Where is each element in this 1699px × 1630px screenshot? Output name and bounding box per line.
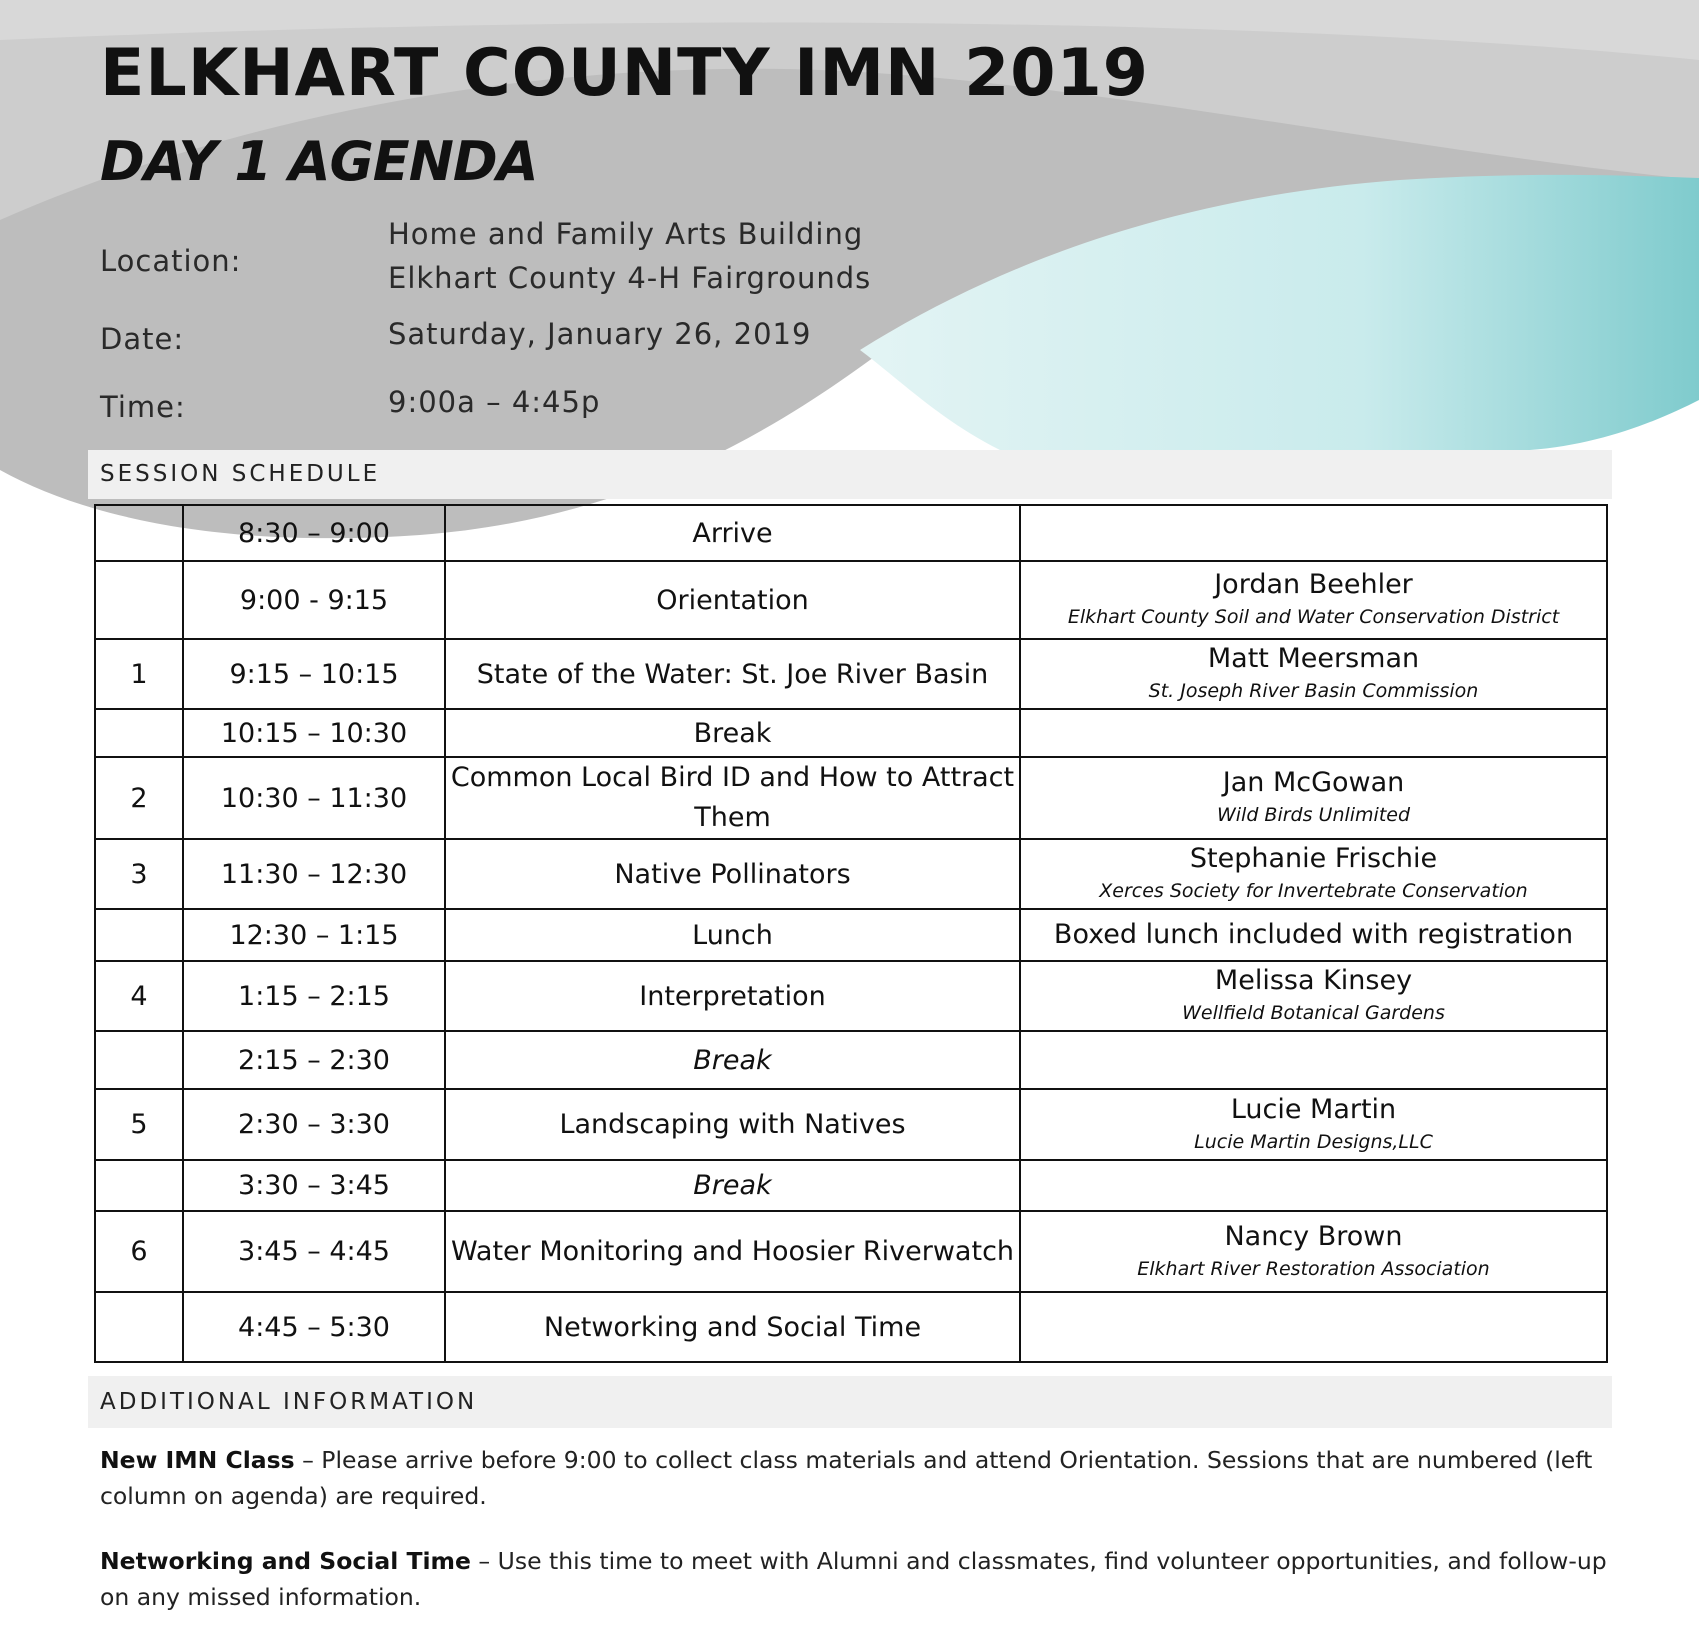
row-time: 9:15 – 10:15 bbox=[183, 639, 445, 709]
row-number bbox=[95, 709, 183, 757]
speaker-name: Jordan Beehler bbox=[1214, 569, 1413, 600]
table-row bbox=[95, 1031, 1607, 1089]
location-line-1: Home and Family Arts Building bbox=[388, 217, 864, 251]
row-number: 4 bbox=[95, 961, 183, 1031]
time-label: Time: bbox=[100, 390, 186, 424]
row-time: 9:00 - 9:15 bbox=[183, 561, 445, 639]
speaker-name: Nancy Brown bbox=[1224, 1220, 1403, 1252]
speaker-name: Matt Meersman bbox=[1207, 643, 1420, 674]
table-row bbox=[95, 961, 1607, 1031]
note-term: Networking and Social Time bbox=[100, 1547, 471, 1575]
page-subtitle: DAY 1 AGENDA bbox=[100, 130, 538, 193]
speaker-name: Stephanie Frischie bbox=[1189, 843, 1438, 874]
table-row bbox=[95, 839, 1607, 909]
row-session: Water Monitoring and Hoosier Riverwatch bbox=[445, 1211, 1020, 1292]
location-label: Location: bbox=[100, 244, 242, 278]
table-row bbox=[95, 909, 1607, 961]
row-speaker bbox=[1020, 505, 1607, 561]
row-session: Common Local Bird ID and How to Attract Them bbox=[445, 757, 1020, 839]
table-row bbox=[95, 1292, 1607, 1362]
row-time: 2:30 – 3:30 bbox=[183, 1089, 445, 1160]
session-schedule-heading: SESSION SCHEDULE bbox=[88, 450, 1612, 499]
speaker-organization: Xerces Society for Invertebrate Conservation bbox=[1099, 880, 1528, 902]
table-row bbox=[95, 1089, 1607, 1160]
table-row bbox=[95, 639, 1607, 709]
note-term: New IMN Class bbox=[100, 1446, 295, 1474]
row-time: 8:30 – 9:00 bbox=[183, 505, 445, 561]
row-time: 12:30 – 1:15 bbox=[183, 909, 445, 961]
row-speaker bbox=[1020, 1089, 1607, 1160]
row-speaker bbox=[1020, 561, 1607, 639]
speaker-name: Melissa Kinsey bbox=[1214, 965, 1413, 996]
table-row bbox=[95, 709, 1607, 757]
date-value: Saturday, January 26, 2019 bbox=[388, 317, 812, 351]
row-number bbox=[95, 505, 183, 561]
row-session: Networking and Social Time bbox=[445, 1292, 1020, 1362]
row-speaker bbox=[1020, 1160, 1607, 1211]
row-number bbox=[95, 1292, 183, 1362]
row-time: 2:15 – 2:30 bbox=[183, 1031, 445, 1089]
row-time: 10:15 – 10:30 bbox=[183, 709, 445, 757]
row-session: Break bbox=[445, 1160, 1020, 1211]
row-time: 11:30 – 12:30 bbox=[183, 839, 445, 909]
row-number: 6 bbox=[95, 1211, 183, 1292]
row-speaker bbox=[1020, 709, 1607, 757]
row-speaker bbox=[1020, 1211, 1607, 1292]
row-session: Lunch bbox=[445, 909, 1020, 961]
location-line-2: Elkhart County 4-H Fairgrounds bbox=[388, 261, 872, 295]
row-speaker bbox=[1020, 757, 1607, 839]
note-text: – Use this time to meet with Alumni and classmates, find volunteer opportunities, and follow-up on any missed information. bbox=[100, 1547, 1607, 1611]
row-time: 10:30 – 11:30 bbox=[183, 757, 445, 839]
row-number: 2 bbox=[95, 757, 183, 839]
row-speaker bbox=[1020, 1031, 1607, 1089]
row-session: Interpretation bbox=[445, 961, 1020, 1031]
row-speaker bbox=[1020, 1292, 1607, 1362]
speaker-name: Jan McGowan bbox=[1222, 767, 1405, 798]
additional-note-networking bbox=[100, 1543, 1620, 1615]
row-session: Break bbox=[445, 709, 1020, 757]
row-session: Orientation bbox=[445, 561, 1020, 639]
row-time: 3:30 – 3:45 bbox=[183, 1160, 445, 1211]
row-number bbox=[95, 1160, 183, 1211]
row-speaker bbox=[1020, 639, 1607, 709]
date-label: Date: bbox=[100, 322, 185, 356]
row-session: Arrive bbox=[445, 505, 1020, 561]
row-time: 1:15 – 2:15 bbox=[183, 961, 445, 1031]
speaker-organization: Wellfield Botanical Gardens bbox=[1182, 1002, 1445, 1024]
row-number bbox=[95, 909, 183, 961]
table-row bbox=[95, 505, 1607, 561]
page-title: ELKHART COUNTY IMN 2019 bbox=[100, 36, 1149, 111]
table-row bbox=[95, 757, 1607, 839]
row-number: 1 bbox=[95, 639, 183, 709]
table-row bbox=[95, 1211, 1607, 1292]
row-time: 4:45 – 5:30 bbox=[183, 1292, 445, 1362]
speaker-organization: Lucie Martin Designs,LLC bbox=[1194, 1130, 1433, 1153]
row-speaker bbox=[1020, 961, 1607, 1031]
speaker-organization: Elkhart County Soil and Water Conservation District bbox=[1067, 606, 1560, 628]
table-row bbox=[95, 1160, 1607, 1211]
row-speaker bbox=[1020, 909, 1607, 961]
row-number bbox=[95, 1031, 183, 1089]
row-number: 5 bbox=[95, 1089, 183, 1160]
table-row bbox=[95, 561, 1607, 639]
row-number bbox=[95, 561, 183, 639]
speaker-organization: Wild Birds Unlimited bbox=[1216, 804, 1411, 826]
row-number: 3 bbox=[95, 839, 183, 909]
additional-information-heading: ADDITIONAL INFORMATION bbox=[88, 1376, 1612, 1428]
row-session: State of the Water: St. Joe River Basin bbox=[445, 639, 1020, 709]
row-session: Native Pollinators bbox=[445, 839, 1020, 909]
row-session: Break bbox=[445, 1031, 1020, 1089]
row-time: 3:45 – 4:45 bbox=[183, 1211, 445, 1292]
speaker-name: Lucie Martin bbox=[1230, 1093, 1397, 1125]
note-text: – Please arrive before 9:00 to collect class materials and attend Orientation. Sessions that are numbered (left column on agenda) are required. bbox=[100, 1446, 1593, 1510]
speaker-organization: Elkhart River Restoration Association bbox=[1137, 1257, 1490, 1280]
speaker-organization: St. Joseph River Basin Commission bbox=[1148, 680, 1479, 702]
row-session: Landscaping with Natives bbox=[445, 1089, 1020, 1160]
additional-note-new-class bbox=[100, 1442, 1620, 1514]
schedule-table bbox=[94, 504, 1608, 1363]
time-value: 9:00a – 4:45p bbox=[388, 385, 601, 419]
speaker-note: Boxed lunch included with registration bbox=[1053, 919, 1574, 950]
row-speaker bbox=[1020, 839, 1607, 909]
